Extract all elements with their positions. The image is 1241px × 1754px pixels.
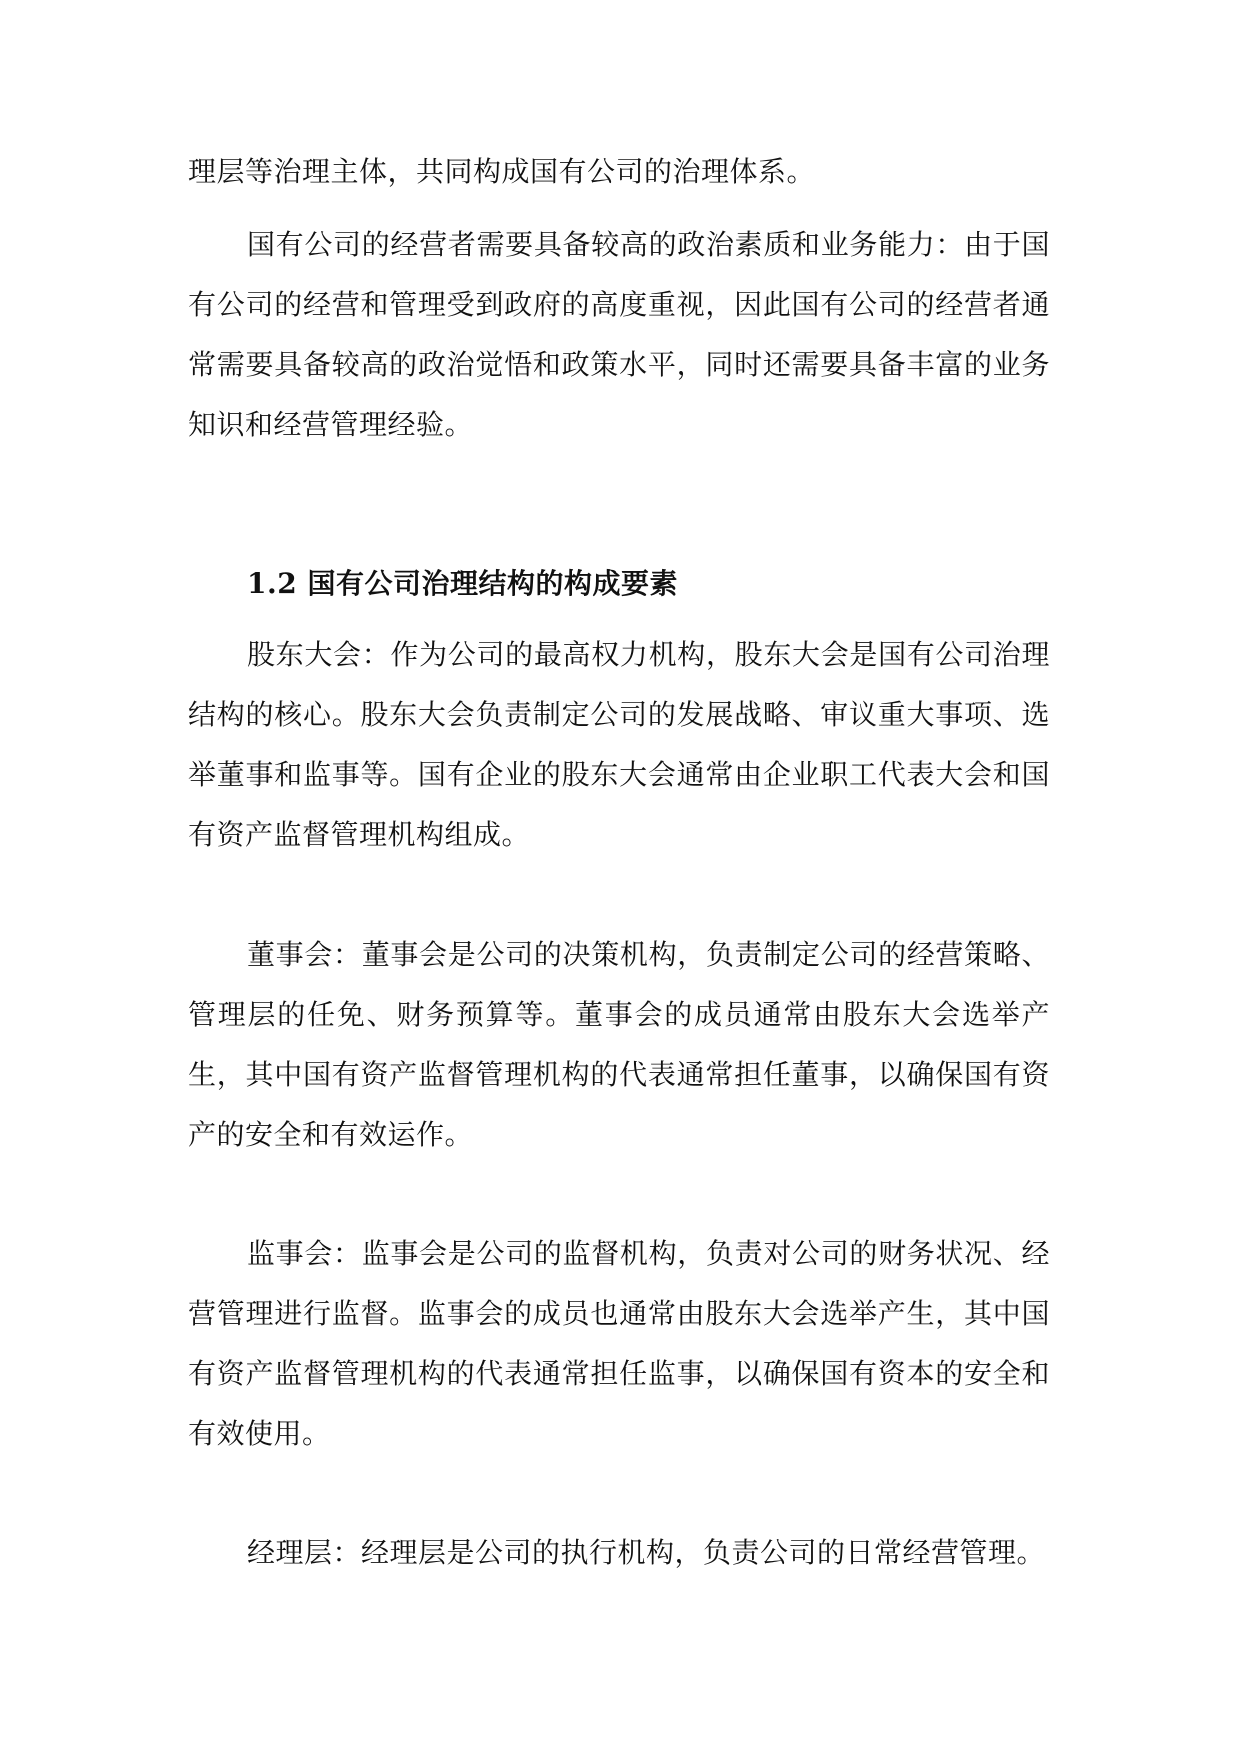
paragraph-management: 经理层：经理层是公司的执行机构，负责公司的日常经营管理。 bbox=[247, 1536, 1046, 1569]
paragraph-shareholders-meeting: 股东大会：作为公司的最高权力机构，股东大会是国有公司治理结构的核心。股东大会负责制定公司的发展战略、审议重大事项、选举董事和监事等。国有企业的股东大会通常由企业职工代表大会和国有资产监督管理机构组成。 bbox=[188, 638, 1050, 851]
paragraph-supervisory-board: 监事会：监事会是公司的监督机构，负责对公司的财务状况、经营管理进行监督。监事会的成员也通常由股东大会选举产生，其中国有资产监督管理机构的代表通常担任监事，以确保国有资本的安全和有效使用。 bbox=[188, 1237, 1050, 1450]
paragraph-operators: 国有公司的经营者需要具备较高的政治素质和业务能力：由于国有公司的经营和管理受到政府的高度重视，因此国有公司的经营者通常需要具备较高的政治觉悟和政策水平，同时还需要具备丰富的业务知识和经营管理经验。 bbox=[188, 228, 1050, 441]
section-heading: 1.2 国有公司治理结构的构成要素 bbox=[247, 567, 678, 600]
continued-paragraph: 理层等治理主体，共同构成国有公司的治理体系。 bbox=[188, 155, 816, 188]
paragraph-board-of-directors: 董事会：董事会是公司的决策机构，负责制定公司的经营策略、管理层的任免、财务预算等。董事会的成员通常由股东大会选举产生，其中国有资产监督管理机构的代表通常担任董事，以确保国有资产的安全和有效运作。 bbox=[188, 938, 1050, 1151]
